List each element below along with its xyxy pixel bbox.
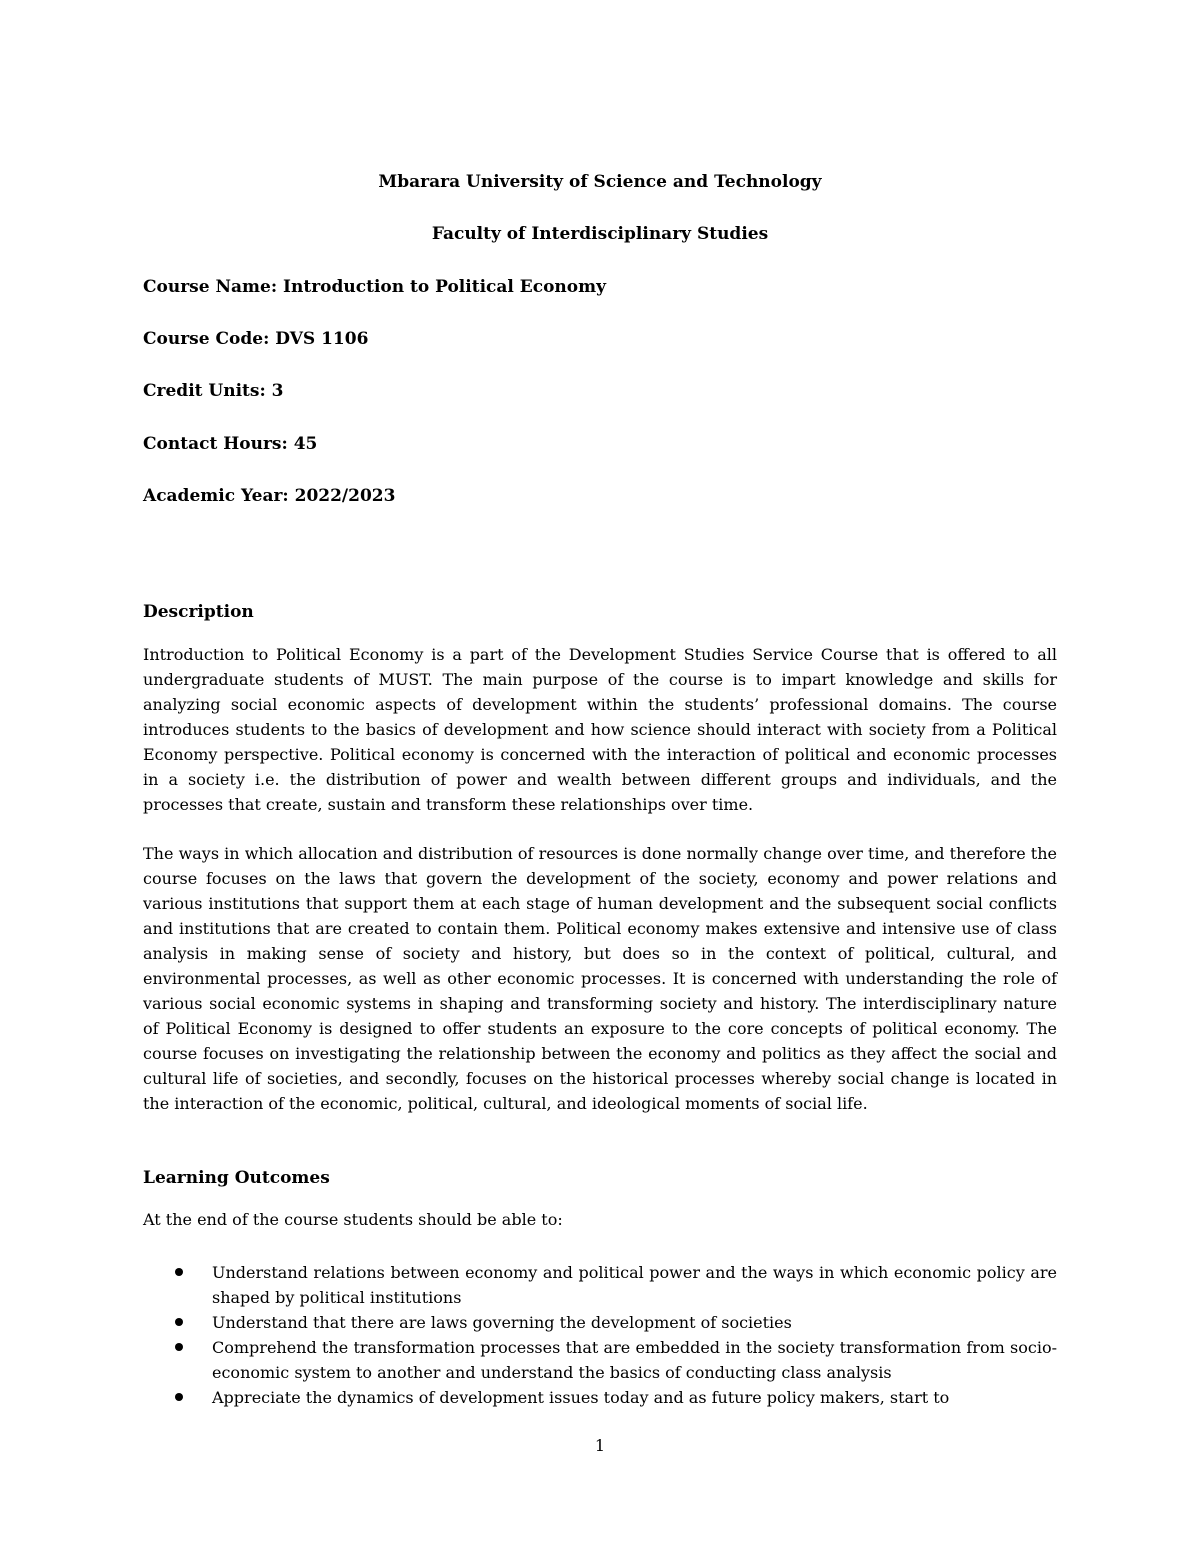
description-paragraph-2: The ways in which allocation and distribution of resources is done normally change over time, and therefore the course focuses on the laws that govern the development of the society, economy and power relations and various institutions that support them at each stage of human development and the subsequent social conflicts and institutions that are created to contain them. Political economy makes extensive and intensive use of class analysis in making sense of society and history, but does so in the context of political, cultural, and environmental processes, as well as other economic processes. It is concerned with understanding the role of various social economic systems in shaping and transforming society and history. The interdisciplinary nature of Political Economy is designed to offer students an exposure to the core concepts of political economy. The course focuses on investigating the relationship between the economy and politics as they affect the social and cultural life of societies, and secondly, focuses on the historical processes whereby social change is located in the interaction of the economic, political, cultural, and ideological moments of social life.: [143, 844, 1057, 1113]
outcome-text: Understand relations between economy and political power and the ways in which economic policy are shaped by political institutions: [212, 1263, 1057, 1307]
credit-units: Credit Units: 3: [143, 381, 284, 401]
page-number: 1: [594, 1436, 606, 1455]
faculty-title: Faculty of Interdisciplinary Studies: [431, 224, 769, 244]
learning-outcomes-list: [143, 1260, 1057, 1410]
university-title: Mbarara University of Science and Technology: [378, 172, 822, 192]
list-item: [143, 1260, 1057, 1310]
list-item: [143, 1335, 1057, 1385]
bullet-icon: [175, 1268, 183, 1276]
contact-hours: Contact Hours: 45: [143, 434, 318, 454]
outcome-text: Understand that there are laws governing the development of societies: [212, 1313, 792, 1332]
outcome-text: Appreciate the dynamics of development issues today and as future policy makers, start to: [212, 1388, 950, 1407]
bullet-icon: [175, 1318, 183, 1326]
description-heading: Description: [143, 602, 254, 622]
description-paragraph-1: Introduction to Political Economy is a part of the Development Studies Service Course that is offered to all undergraduate students of MUST. The main purpose of the course is to impart knowledge and skills for analyzing social economic aspects of development within the students’ professional domains. The course introduces students to the basics of development and how science should interact with society from a Political Economy perspective. Political economy is concerned with the interaction of political and economic processes in a society i.e. the distribution of power and wealth between different groups and individuals, and the processes that create, sustain and transform these relationships over time.: [143, 645, 1057, 814]
list-item: [143, 1310, 1057, 1335]
bullet-icon: [175, 1393, 183, 1401]
academic-year: Academic Year: 2022/2023: [143, 486, 396, 506]
course-name: Course Name: Introduction to Political Economy: [143, 277, 606, 297]
course-code: Course Code: DVS 1106: [143, 329, 369, 349]
learning-outcomes-intro: At the end of the course students should be able to:: [143, 1210, 563, 1229]
learning-outcomes-heading: Learning Outcomes: [143, 1168, 330, 1188]
list-item: [143, 1385, 1057, 1410]
bullet-icon: [175, 1343, 183, 1351]
outcome-text: Comprehend the transformation processes that are embedded in the society transformation from socio-economic system to another and understand the basics of conducting class analysis: [212, 1338, 1057, 1382]
